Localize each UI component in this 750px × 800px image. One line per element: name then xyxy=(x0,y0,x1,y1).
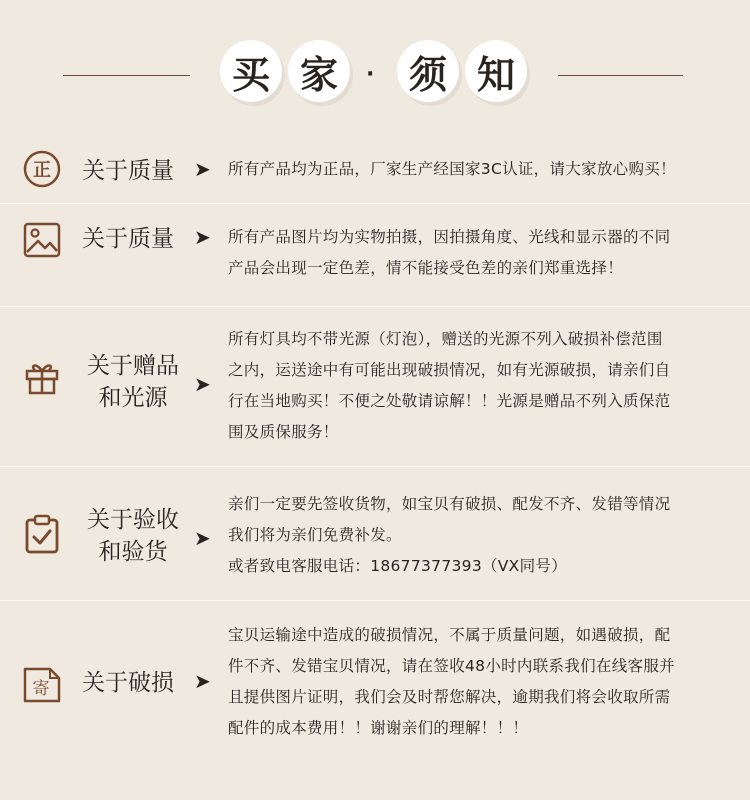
gift-icon xyxy=(22,356,62,396)
notice-body: 所有灯具均不带光源（灯泡），赠送的光源不列入破损补偿范围 之内，运送途中有可能出现破损情况，如有光源破损，请亲们自 行在当地购买！不便之处敬请谅解！！光源是赠品不列入质保范 围及质保服务！ xyxy=(228,330,671,441)
svg-text:正: 正 xyxy=(33,160,51,181)
notice-body: 宝贝运输途中造成的破损情况，不属于质量问题，如遇破损，配 件不齐、发错宝贝情况，请在签收48小时内联系我们在线客服并 且提供图片证明，我们会及时帮您解决，逾期我们将会收取所需 配件的成本费用！！谢谢亲们的理解！！！ xyxy=(228,626,675,737)
notice-title: 关于质量 xyxy=(82,226,174,252)
notice-title: 关于破损 xyxy=(82,670,174,696)
header-separator: · xyxy=(366,62,375,87)
section-divider xyxy=(0,203,750,204)
arrow-right-icon: ➤ xyxy=(194,157,211,181)
image-icon xyxy=(22,220,62,260)
notice-title: 关于赠品 和光源 xyxy=(87,353,179,411)
header-right-rule xyxy=(558,75,683,76)
arrow-right-icon: ➤ xyxy=(194,669,211,693)
svg-text:寄: 寄 xyxy=(32,679,50,699)
section-divider xyxy=(0,306,750,307)
notice-body: 所有产品图片均为实物拍摄，因拍摄角度、光线和显示器的不同 产品会出现一定色差，情不能接受色差的亲们郑重选择！ xyxy=(228,228,671,277)
header-left-rule xyxy=(63,75,190,76)
header-char-1: 买 xyxy=(220,40,282,102)
notice-body: 亲们一定要先签收货物，如宝贝有破损、配发不齐、发错等情况 我们将为亲们免费补发。 或者致电客服电话：18677377393（VX同号） xyxy=(228,489,732,582)
notice-body: 所有产品均为正品，厂家生产经国家3C认证，请大家放心购买！ xyxy=(228,160,676,178)
zheng-badge-icon xyxy=(22,149,62,189)
mail-ji-icon xyxy=(22,664,62,704)
header-char-4: 知 xyxy=(465,40,527,102)
notice-title: 关于质量 xyxy=(82,158,174,184)
customer-service-phone: 或者致电客服电话：18677377393（VX同号） xyxy=(228,557,567,575)
arrow-right-icon: ➤ xyxy=(194,526,211,550)
notice-title: 关于验收 和验货 xyxy=(87,507,179,565)
page-header xyxy=(0,0,750,120)
header-char-3: 须 xyxy=(397,40,459,102)
arrow-right-icon: ➤ xyxy=(194,225,211,249)
section-divider xyxy=(0,466,750,467)
clipboard-check-icon xyxy=(22,514,62,554)
header-char-2: 家 xyxy=(288,40,350,102)
arrow-right-icon: ➤ xyxy=(194,372,211,396)
section-divider xyxy=(0,600,750,601)
